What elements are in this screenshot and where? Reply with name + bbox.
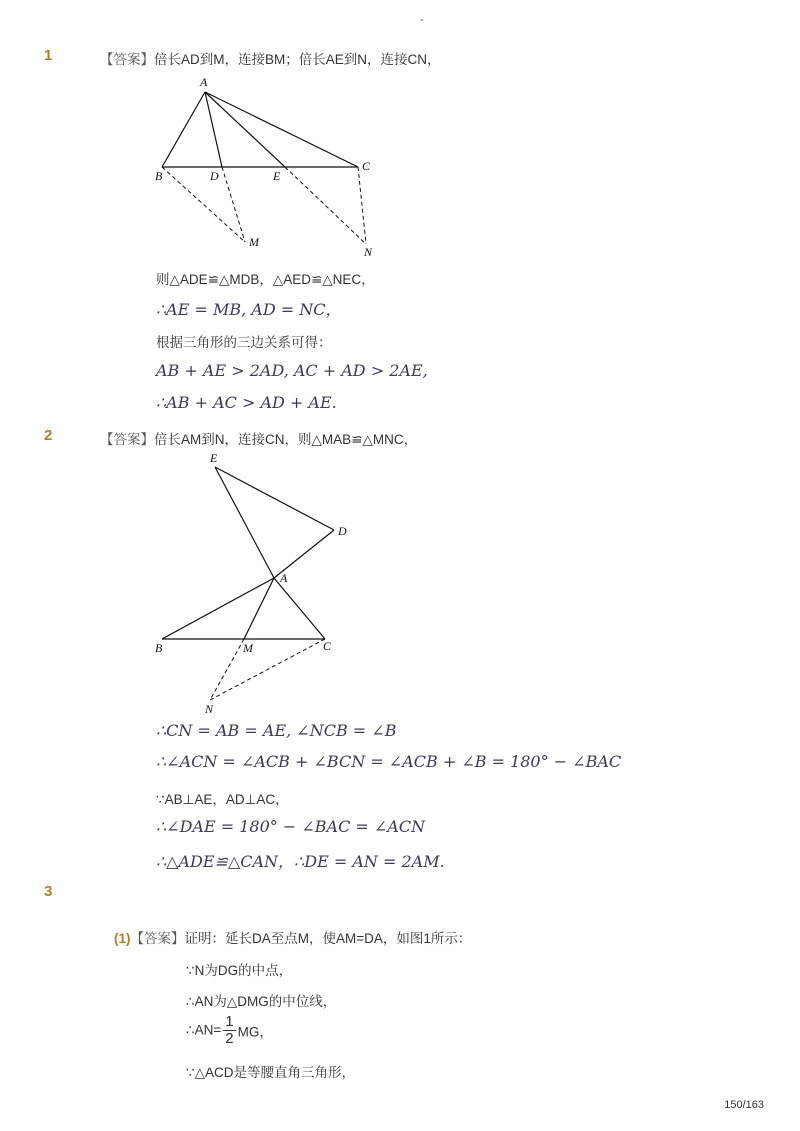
q1-line-1: 则△ADE≌△MDB，△AED≌△NEC， — [156, 272, 375, 287]
label-D: D — [210, 169, 219, 183]
label-E: E — [210, 451, 218, 465]
segment-EA — [215, 467, 274, 578]
segment-AB — [162, 92, 205, 167]
segment-ED — [215, 467, 334, 530]
page-number: 150/163 — [724, 1099, 764, 1111]
fraction-one-half — [223, 1014, 235, 1047]
segment-AM — [244, 578, 274, 639]
q1-line-2: ∴AE = MB, AD = NC， — [156, 300, 342, 319]
q3-answer-text: 证明：延长DA至点M，使AM=DA，如图1所示： — [184, 931, 472, 946]
segment-AC — [274, 578, 325, 639]
q2-line-5: ∴△ADE≌△CAN，∴DE = AN = 2AM. — [156, 852, 445, 871]
q1-figure — [150, 74, 390, 260]
q1-line-4: AB + AE > 2AD, AC + AD > 2AE, — [156, 361, 428, 380]
label-N: N — [364, 245, 373, 259]
answer-tag: 【答案】 — [100, 52, 154, 67]
label-D: D — [338, 524, 347, 538]
q2-line-3: ∵AB⊥AE，AD⊥AC， — [156, 792, 289, 807]
segment-AE — [205, 92, 285, 167]
question-number-3: 3 — [44, 883, 53, 900]
q2-answer — [100, 428, 417, 448]
segment-DM — [222, 167, 245, 242]
segment-EN — [285, 167, 366, 244]
segment-MN — [210, 639, 244, 700]
q3-line-4: ∵△ACD是等腰直角三角形， — [186, 1065, 355, 1080]
label-C: C — [323, 639, 332, 653]
fraction-numerator: 1 — [225, 1013, 234, 1030]
answer-tag: 【答案】 — [130, 931, 185, 946]
q1-answer-text: 倍长AD到M，连接BM；倍长AE到N，连接CN， — [154, 52, 441, 67]
label-A: A — [200, 75, 208, 89]
q3-line-2: ∴AN为△DMG的中位线， — [186, 994, 337, 1009]
segment-AB — [162, 578, 274, 639]
label-N: N — [205, 702, 214, 716]
label-E: E — [273, 169, 281, 183]
q3-line-1: ∵N为DG的中点， — [186, 963, 293, 978]
label-B: B — [155, 169, 163, 183]
segment-CN — [358, 167, 366, 244]
question-number-1: 1 — [44, 47, 53, 64]
label-C: C — [362, 159, 371, 173]
q3-line-3-suffix: MG， — [237, 1024, 273, 1040]
q2-line-2: ∴∠ACN = ∠ACB + ∠BCN = ∠ACB + ∠B = 180° − ∠BAC — [156, 752, 622, 771]
q1-answer — [100, 48, 441, 68]
q2-figure — [150, 450, 365, 720]
fraction-denominator: 2 — [225, 1030, 234, 1047]
q2-line-1: ∴CN = AB = AE, ∠NCB = ∠B — [156, 721, 397, 740]
answer-tag: 【答案】 — [100, 432, 154, 447]
q3-line-3-prefix: ∴AN= — [186, 1022, 222, 1038]
question-number-2: 2 — [44, 427, 53, 444]
q2-line-4: ∴∠DAE = 180° − ∠BAC = ∠ACN — [156, 817, 426, 836]
q3-line-3 — [186, 1014, 273, 1047]
label-M: M — [249, 235, 259, 249]
segment-AD — [205, 92, 222, 167]
segment-CN — [210, 639, 325, 700]
header-mark: - — [420, 14, 424, 26]
q3-answer — [114, 927, 471, 947]
segment-AC — [205, 92, 358, 167]
label-M: M — [243, 641, 253, 655]
q2-answer-text: 倍长AM到N，连接CN，则△MAB≌△MNC， — [154, 432, 418, 447]
sub-question-label: (1) — [114, 931, 131, 946]
label-B: B — [155, 641, 163, 655]
segment-BM — [162, 167, 245, 242]
q1-line-5: ∴AB + AC > AD + AE. — [156, 393, 337, 412]
label-A: A — [280, 571, 288, 585]
q1-line-3: 根据三角形的三边关系可得： — [156, 335, 332, 350]
